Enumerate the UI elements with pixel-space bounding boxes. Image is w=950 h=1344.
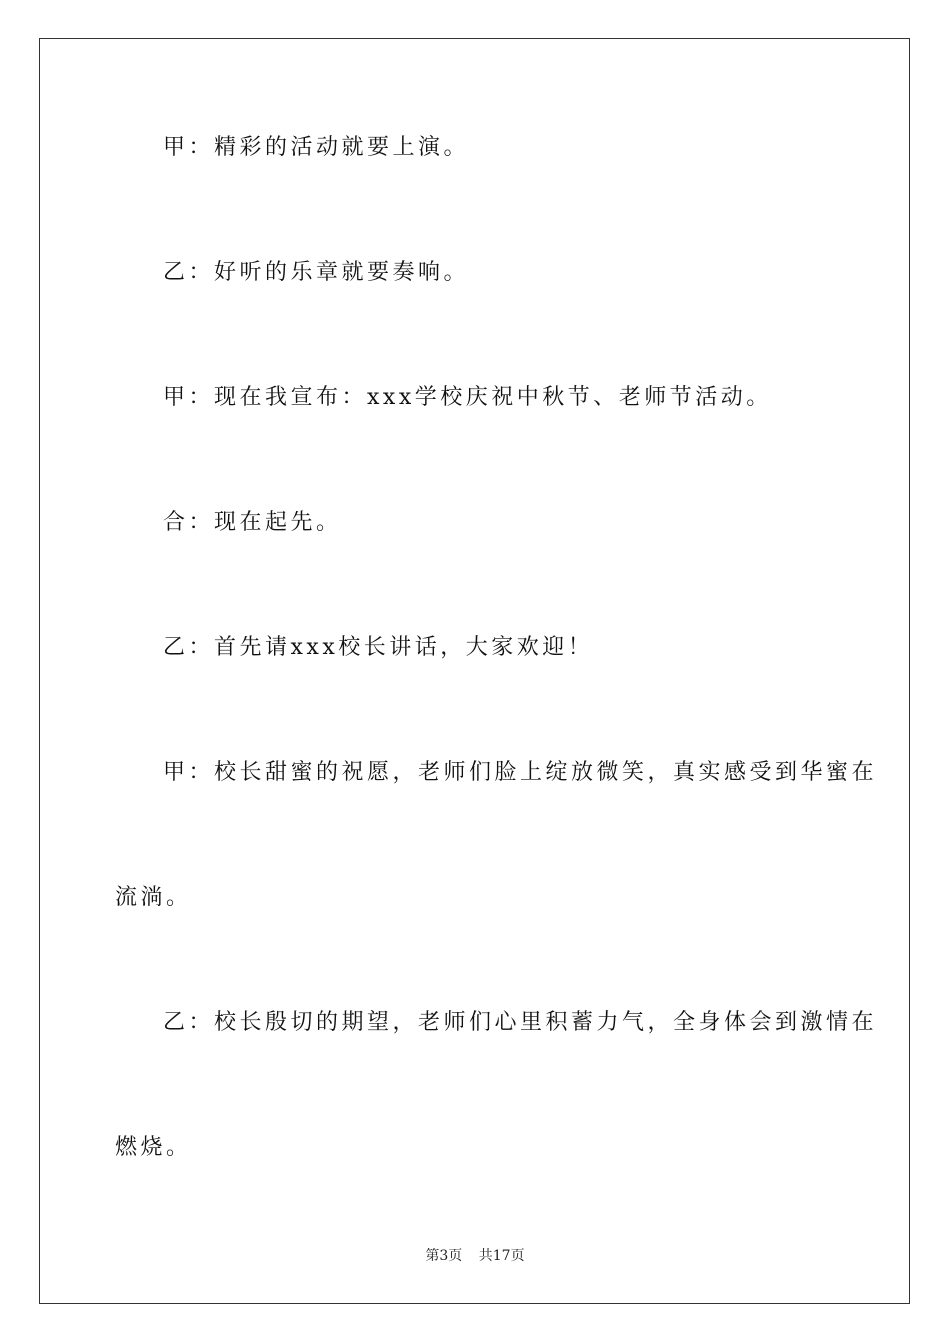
dialogue-line-5: 乙：首先请xxx校长讲话，大家欢迎！ [163, 635, 594, 660]
page-number: 第3页 [425, 1248, 463, 1264]
dialogue-line-3: 甲：现在我宣布：xxx学校庆祝中秋节、老师节活动。 [163, 385, 772, 410]
page-border [39, 38, 910, 1304]
dialogue-line-7: 乙：校长殷切的期望，老师们心里积蓄力气，全身体会到激情在 [163, 1010, 878, 1035]
dialogue-line-2: 乙：好听的乐章就要奏响。 [163, 260, 470, 285]
dialogue-line-7-continued: 燃烧。 [115, 1135, 192, 1160]
dialogue-line-6-continued: 流淌。 [115, 885, 192, 910]
dialogue-line-4: 合：现在起先。 [163, 510, 342, 535]
page-footer [0, 1247, 950, 1265]
total-pages: 共17页 [478, 1248, 525, 1264]
dialogue-line-6: 甲：校长甜蜜的祝愿，老师们脸上绽放微笑，真实感受到华蜜在 [163, 760, 878, 785]
dialogue-line-1: 甲：精彩的活动就要上演。 [163, 135, 470, 160]
